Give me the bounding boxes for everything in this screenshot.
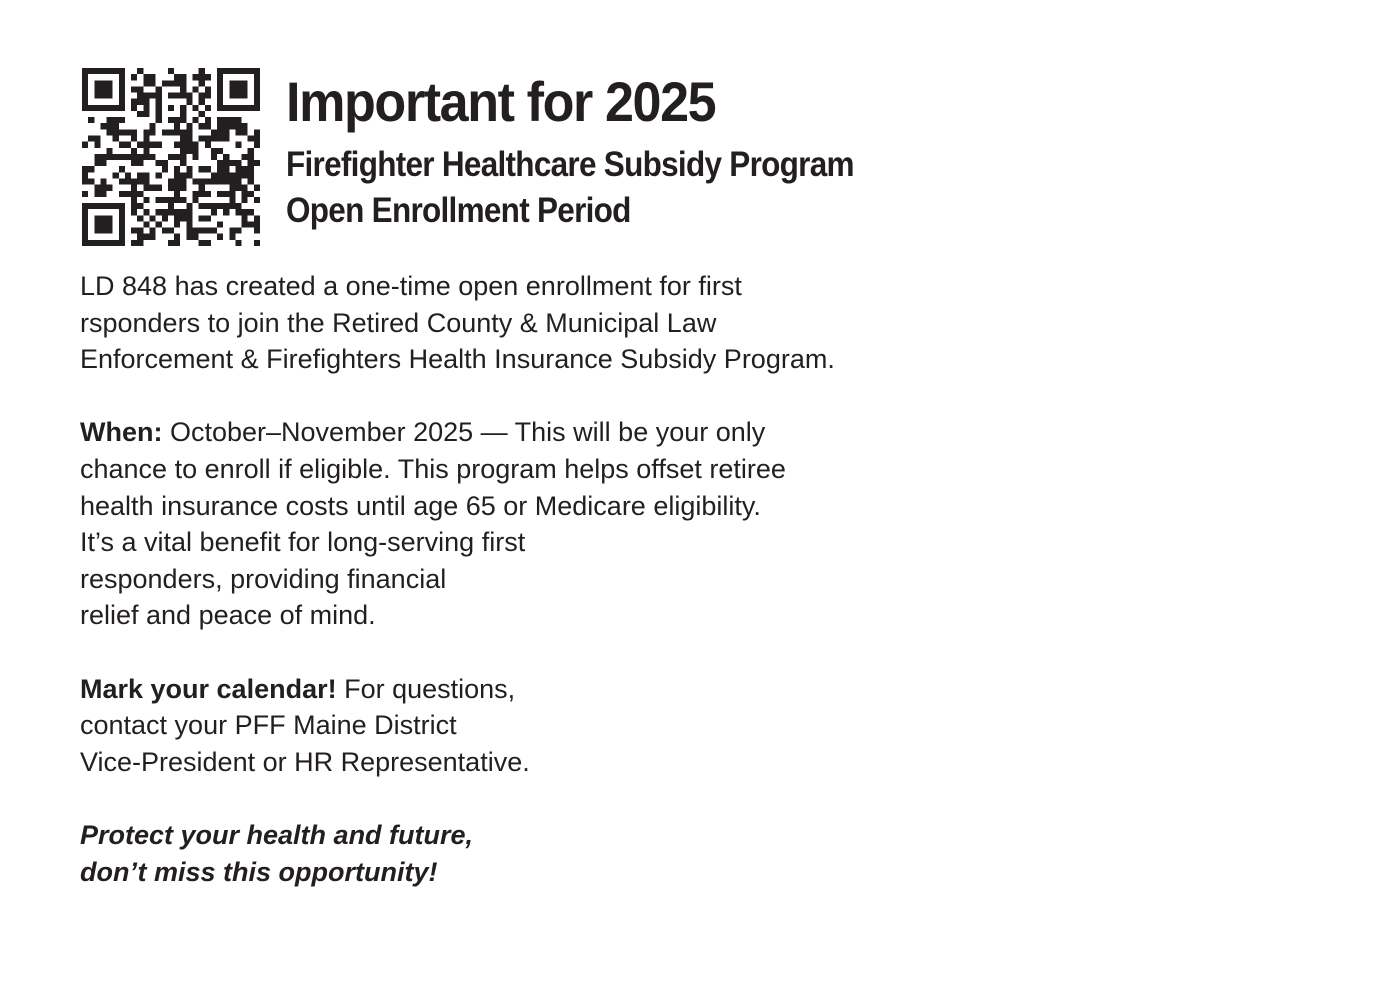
when-line: It’s a vital benefit for long-serving first: [80, 527, 526, 558]
when-line: relief and peace of mind.: [80, 600, 376, 631]
when-line: chance to enroll if eligible. This program helps offset retiree: [80, 453, 786, 484]
closing-line: don’t miss this opportunity!: [80, 856, 438, 887]
calendar-text: For questions,: [336, 673, 516, 704]
intro-line: LD 848 has created a one-time open enrollment for first: [80, 271, 742, 301]
qr-code-icon: [82, 68, 260, 246]
when-text: October–November 2025 — This will be your only: [162, 417, 766, 448]
subtitle-program: Firefighter Healthcare Subsidy Program: [286, 145, 854, 184]
intro-paragraph: [80, 268, 980, 378]
when-paragraph: [80, 414, 980, 634]
closing-line: Protect your health and future,: [80, 819, 474, 850]
when-line: health insurance costs until age 65 or Medicare eligibility.: [80, 490, 761, 521]
calendar-paragraph: [80, 671, 980, 781]
intro-line: rsponders to join the Retired County & Municipal Law: [80, 307, 717, 338]
calendar-line: contact your PFF Maine District: [80, 710, 457, 741]
intro-line: Enforcement & Firefighters Health Insurance Subsidy Program.: [80, 344, 835, 375]
when-label: When:: [80, 417, 163, 448]
when-line: [80, 414, 980, 451]
page-title: Important for 2025: [286, 70, 716, 133]
calendar-label: Mark your calendar!: [80, 673, 337, 704]
calendar-line: [80, 671, 980, 708]
header: [286, 70, 917, 234]
when-line: responders, providing financial: [80, 563, 447, 594]
body-text: [80, 268, 980, 927]
calendar-line: Vice-President or HR Representative.: [80, 746, 530, 777]
closing-paragraph: [80, 817, 980, 890]
subtitle-period: Open Enrollment Period: [286, 191, 631, 230]
